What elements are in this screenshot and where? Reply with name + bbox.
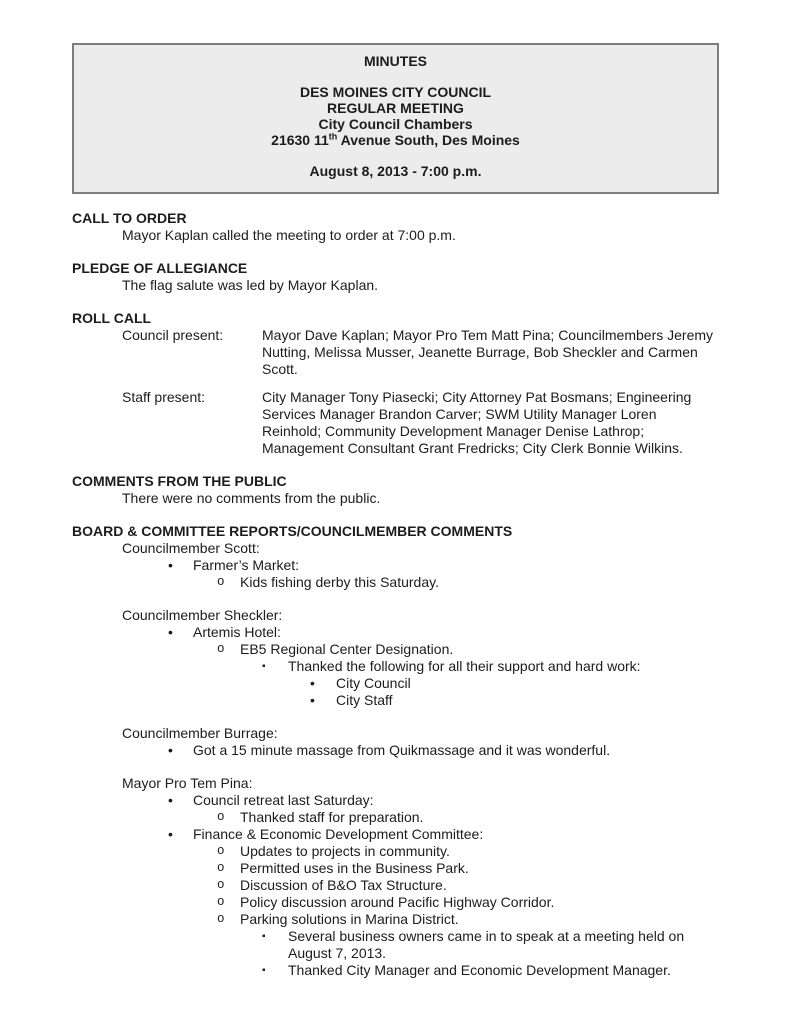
bullet-disc-icon: • <box>168 792 173 808</box>
report-group-scott <box>72 540 719 591</box>
address-street: Avenue South, Des Moines <box>337 132 520 148</box>
bullet-circle-icon: o <box>217 810 225 824</box>
bullet-disc-icon: • <box>168 826 173 842</box>
list-item <box>217 860 719 877</box>
section-pledge <box>72 260 719 294</box>
bullet-square-icon: ▪ <box>262 965 266 976</box>
list-item-text: Artemis Hotel: <box>193 624 281 640</box>
list-item-text: EB5 Regional Center Designation. <box>240 641 454 657</box>
list-item <box>217 911 719 928</box>
bullet-circle-icon: o <box>217 642 225 656</box>
bullet-square-icon: ▪ <box>262 661 266 672</box>
list-item-text: Policy discussion around Pacific Highway Corridor. <box>240 894 555 910</box>
section-heading-call-to-order: CALL TO ORDER <box>72 210 187 226</box>
roll-call-label: Council present: <box>122 327 224 343</box>
bullet-circle-icon: o <box>217 844 225 858</box>
bullet-disc-icon: • <box>310 675 315 691</box>
list-item-text: Got a 15 minute massage from Quikmassage and it was wonderful. <box>193 742 611 758</box>
bullet-square-icon: ▪ <box>262 931 266 942</box>
venue: City Council Chambers <box>318 116 473 132</box>
list-item <box>217 894 719 911</box>
paragraph: There were no comments from the public. <box>122 490 381 506</box>
list-item <box>168 557 719 574</box>
bullet-disc-icon: • <box>168 742 173 758</box>
list-item-text: Council retreat last Saturday: <box>193 792 374 808</box>
list-item <box>168 742 719 759</box>
bullet-circle-icon: o <box>217 861 225 875</box>
list-item <box>310 675 719 692</box>
list-item-text: Farmer’s Market: <box>193 557 300 573</box>
section-heading-pledge: PLEDGE OF ALLEGIANCE <box>72 260 248 276</box>
paragraph: The flag salute was led by Mayor Kaplan. <box>122 277 379 293</box>
bullet-disc-icon: • <box>168 557 173 573</box>
meeting-type: REGULAR MEETING <box>327 100 464 116</box>
report-group-burrage <box>72 725 719 759</box>
roll-call-value: Mayor Dave Kaplan; Mayor Pro Tem Matt Pina; Councilmembers Jeremy Nutting, Melissa Musser, Jeanette Burrage, Bob Sheckler and Carmen Scott. <box>262 327 714 377</box>
bullet-circle-icon: o <box>217 912 225 926</box>
section-board-reports <box>72 523 719 979</box>
list-item-text: Kids fishing derby this Saturday. <box>240 574 439 590</box>
list-item <box>168 792 719 809</box>
roll-call-label: Staff present: <box>122 389 206 405</box>
list-item <box>217 843 719 860</box>
spacer <box>84 148 707 163</box>
list-item <box>217 877 719 894</box>
section-heading-board-reports: BOARD & COMMITTEE REPORTS/COUNCILMEMBER COMMENTS <box>72 523 513 539</box>
list-item <box>262 928 719 962</box>
list-item-text: Updates to projects in community. <box>240 843 450 859</box>
list-item <box>168 624 719 641</box>
address-ordinal: th <box>328 131 338 142</box>
section-heading-roll-call: ROLL CALL <box>72 310 152 326</box>
spacer <box>72 457 719 473</box>
roll-call-value: City Manager Tony Piasecki; City Attorney Pat Bosmans; Engineering Services Manager Brandon Carver; SWM Utility Manager Loren Reinhold; Community Development Manager Denise Lathrop; Management Consultant Grant Fredricks; City Clerk Bonnie Wilkins. <box>262 389 692 456</box>
report-group-pina <box>72 775 719 979</box>
report-group-sheckler <box>72 607 719 709</box>
roll-call-row <box>122 389 719 457</box>
list-item-text: Thanked City Manager and Economic Development Manager. <box>288 962 671 978</box>
list-item-text: Permitted uses in the Business Park. <box>240 860 469 876</box>
list-item-text: Parking solutions in Marina District. <box>240 911 459 927</box>
paragraph: Mayor Kaplan called the meeting to order at 7:00 p.m. <box>122 227 456 243</box>
speaker-name: Councilmember Burrage: <box>122 725 278 741</box>
spacer <box>84 69 707 84</box>
section-public-comments <box>72 473 719 507</box>
speaker-name: Mayor Pro Tem Pina: <box>122 775 253 791</box>
list-item-text: Finance & Economic Development Committee: <box>193 826 484 842</box>
spacer <box>72 591 719 607</box>
bullet-disc-icon: • <box>310 692 315 708</box>
spacer <box>72 194 719 210</box>
roll-call-row <box>122 327 719 378</box>
doc-title: MINUTES <box>364 53 427 69</box>
list-item <box>217 574 719 591</box>
address-number: 21630 11 <box>271 132 329 148</box>
speaker-name: Councilmember Scott: <box>122 540 260 556</box>
bullet-circle-icon: o <box>217 895 225 909</box>
section-call-to-order <box>72 210 719 244</box>
meeting-datetime: August 8, 2013 - 7:00 p.m. <box>309 163 482 179</box>
spacer <box>72 378 719 389</box>
spacer <box>72 244 719 260</box>
list-item <box>217 809 719 826</box>
speaker-name: Councilmember Sheckler: <box>122 607 283 623</box>
list-item-text: City Council <box>336 675 411 691</box>
section-roll-call <box>72 310 719 457</box>
list-item <box>168 826 719 843</box>
list-item-text: Thanked staff for preparation. <box>240 809 424 825</box>
list-item <box>217 641 719 658</box>
list-item <box>262 658 719 675</box>
header-box <box>72 43 719 194</box>
org-name: DES MOINES CITY COUNCIL <box>299 84 492 100</box>
list-item <box>310 692 719 709</box>
spacer <box>72 759 719 775</box>
list-item-text: City Staff <box>336 692 393 708</box>
section-heading-public-comments: COMMENTS FROM THE PUBLIC <box>72 473 287 489</box>
bullet-circle-icon: o <box>217 878 225 892</box>
list-item <box>262 962 719 979</box>
list-item-text: Thanked the following for all their support and hard work: <box>288 658 641 674</box>
spacer <box>72 507 719 523</box>
spacer <box>72 709 719 725</box>
spacer <box>72 294 719 310</box>
bullet-disc-icon: • <box>168 624 173 640</box>
bullet-circle-icon: o <box>217 575 225 589</box>
list-item-text: Several business owners came in to speak at a meeting held on August 7, 2013. <box>288 928 685 961</box>
address <box>84 132 707 148</box>
list-item-text: Discussion of B&O Tax Structure. <box>240 877 447 893</box>
